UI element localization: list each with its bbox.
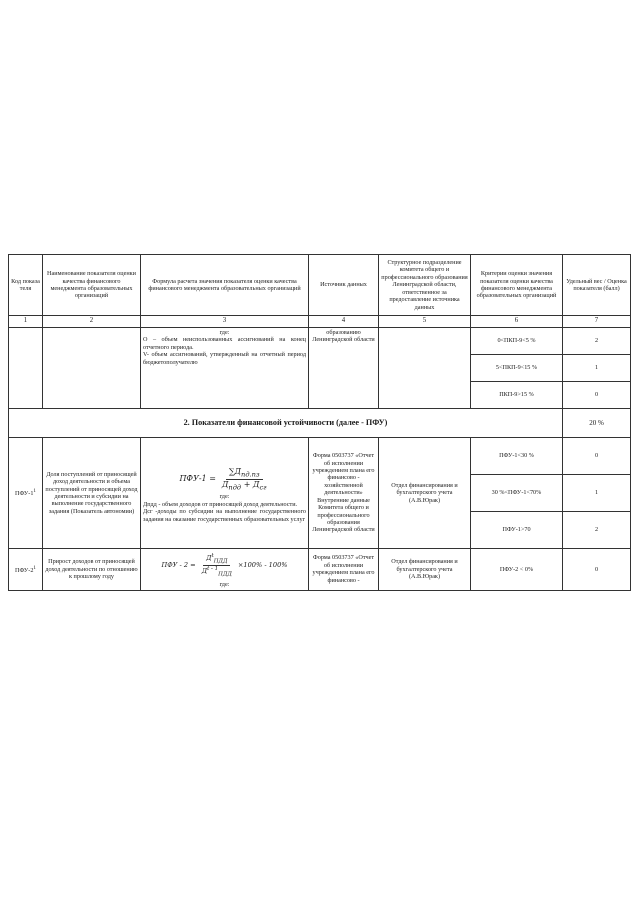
pfu2-formula-cell	[141, 549, 309, 591]
column-number-row	[9, 316, 631, 328]
continued-formula-text: О – объем неиспользованных ассигнований на конец отчетного периода.	[143, 336, 306, 351]
continued-code-cell	[9, 328, 43, 409]
score-cell: 1	[563, 355, 631, 382]
header-weight: Удельный вес / Оценка показателя (балл)	[563, 255, 631, 316]
pfu1-formula-lhs: ПФУ-1 =	[179, 474, 216, 484]
column-number: 3	[141, 316, 309, 328]
pfu2-formula-tail: ×100% - 100%	[237, 560, 288, 569]
header-department: Структурное подразделение комитета общего и профессионального образования Ленинградской области, ответственное за предоставление источника данных	[379, 255, 471, 316]
pfu2-name: Прирост доходов от приносящей доход деятельности по отношению к прошлому году	[43, 549, 141, 591]
pfu1-formula-cell	[141, 438, 309, 549]
pfu2-formula-numerator: Д	[206, 554, 212, 563]
column-number: 5	[379, 316, 471, 328]
pfu1-code-sup: 1	[33, 488, 36, 495]
pfu2-formula-numerator-sub: ПДД	[213, 558, 228, 565]
pfu1-code-text: ПФУ-1	[15, 490, 34, 498]
header-name: Наименование показателя оценки качества финансового менеджмента образовательных организаций	[43, 255, 141, 316]
continued-where: где:	[219, 329, 230, 336]
continued-source: образованию Ленинградской области	[309, 328, 379, 409]
pfu1-code	[9, 438, 43, 549]
header-criteria: Критерии оценки значения показателя оценки качества финансового менеджмента образовательных организаций	[471, 255, 563, 316]
pfu1-formula-denominator-plus: + Д	[243, 479, 260, 489]
pfu2-formula-denominator-sup: t - 1	[207, 566, 219, 573]
pfu2-formula-numerator-sup: t	[211, 553, 214, 559]
pfu1-formula-denominator-sub: пдд	[228, 483, 242, 492]
pfu2-department: Отдел финансирования и бухгалтерского учета (А.В.Юрак)	[379, 549, 471, 591]
criteria-cell: ПФУ-2 < 0%	[471, 549, 563, 591]
continued-department-cell	[379, 328, 471, 409]
pfu2-code-text: ПФУ-2	[15, 566, 34, 574]
score-cell: 0	[563, 438, 631, 475]
pfu2-formula	[143, 553, 306, 578]
continued-name-cell	[43, 328, 141, 409]
pfu2-formula-fraction	[199, 553, 235, 578]
pfu1-source: Форма 0503737 «Отчет об исполнении учреждением плана его финансово - хозяйственной деятельности» Внутренние данные Комитета общего и профессионального образования Ленинградской области	[309, 438, 379, 549]
pfu1-where: где:	[219, 493, 230, 501]
regulation-table-scan	[8, 254, 630, 591]
criteria-cell: 5<ПКП-9<15 %	[471, 355, 563, 382]
criteria-cell: 0<ПКП-9<5 %	[471, 328, 563, 355]
pfu2-source: Форма 0503737 «Отчет об исполнении учреждением плана его финансово -	[309, 549, 379, 591]
pfu1-formula	[143, 467, 306, 491]
pfu2-where: где:	[219, 581, 230, 589]
header-source: Источник данных	[309, 255, 379, 316]
score-cell: 2	[563, 512, 631, 549]
pfu2-formula-denominator-sub: ПДД	[218, 571, 232, 578]
score-cell: 2	[563, 328, 631, 355]
pfu1-name: Доля поступлений от приносящей доход деятельности и объема поступлений от приносящей доход деятельности и субсидии на выполнение государственного задания (Показатель автономии)	[43, 438, 141, 549]
pfu1-formula-denominator-sub2: сг	[259, 483, 267, 492]
pfu1-formula-numerator: ∑Д	[228, 467, 242, 477]
column-number: 4	[309, 316, 379, 328]
column-number: 7	[563, 316, 631, 328]
pfu2-code	[9, 549, 43, 591]
pfu1-formula-fraction	[219, 467, 270, 491]
score-cell: 0	[563, 382, 631, 409]
criteria-table	[8, 254, 631, 591]
column-number: 6	[471, 316, 563, 328]
criteria-cell: ПФУ-1>70	[471, 512, 563, 549]
header-formula: Формула расчета значения показателя оценки качества финансового менеджмента образовательных организаций	[141, 255, 309, 316]
score-cell: 0	[563, 549, 631, 591]
pfu2-code-sup: 1	[33, 564, 36, 571]
pfu1-desc-1: Дпдд - объем доходов от приносящей доход деятельности.	[143, 500, 298, 508]
continued-row	[9, 328, 631, 355]
pfu1-row	[9, 438, 631, 475]
pfu1-formula-denominator: Д	[221, 479, 229, 489]
criteria-cell: 30 %<ПФУ-1<70%	[471, 475, 563, 512]
header-code: Код показа теля	[9, 255, 43, 316]
pfu2-row	[9, 549, 631, 591]
section-weight: 20 %	[563, 409, 631, 438]
criteria-cell: ПКП-9>15 %	[471, 382, 563, 409]
pfu1-desc-2: Дсг -доходы по субсидии на выполнение государственного задания на оказание государственных образовательных услуг	[143, 508, 306, 523]
pfu1-department: Отдел финансирования и бухгалтерского учета (А.В.Юрак)	[379, 438, 471, 549]
column-number: 1	[9, 316, 43, 328]
column-number: 2	[43, 316, 141, 328]
section-title: 2. Показатели финансовой устойчивости (далее - ПФУ)	[9, 409, 563, 438]
section-header-row	[9, 409, 631, 438]
score-cell: 1	[563, 475, 631, 512]
pfu2-formula-lhs: ПФУ - 2 =	[161, 560, 196, 569]
pfu2-formula-denominator: Д	[201, 567, 208, 576]
criteria-cell: ПФУ-1<30 %	[471, 438, 563, 475]
continued-formula-cell	[141, 328, 309, 409]
continued-formula-text: V- объем ассигнований, утвержденный на отчетный период бюджетополучателю	[143, 351, 306, 366]
header-row	[9, 255, 631, 316]
pfu1-formula-numerator-sub: пд.пз	[241, 470, 260, 479]
